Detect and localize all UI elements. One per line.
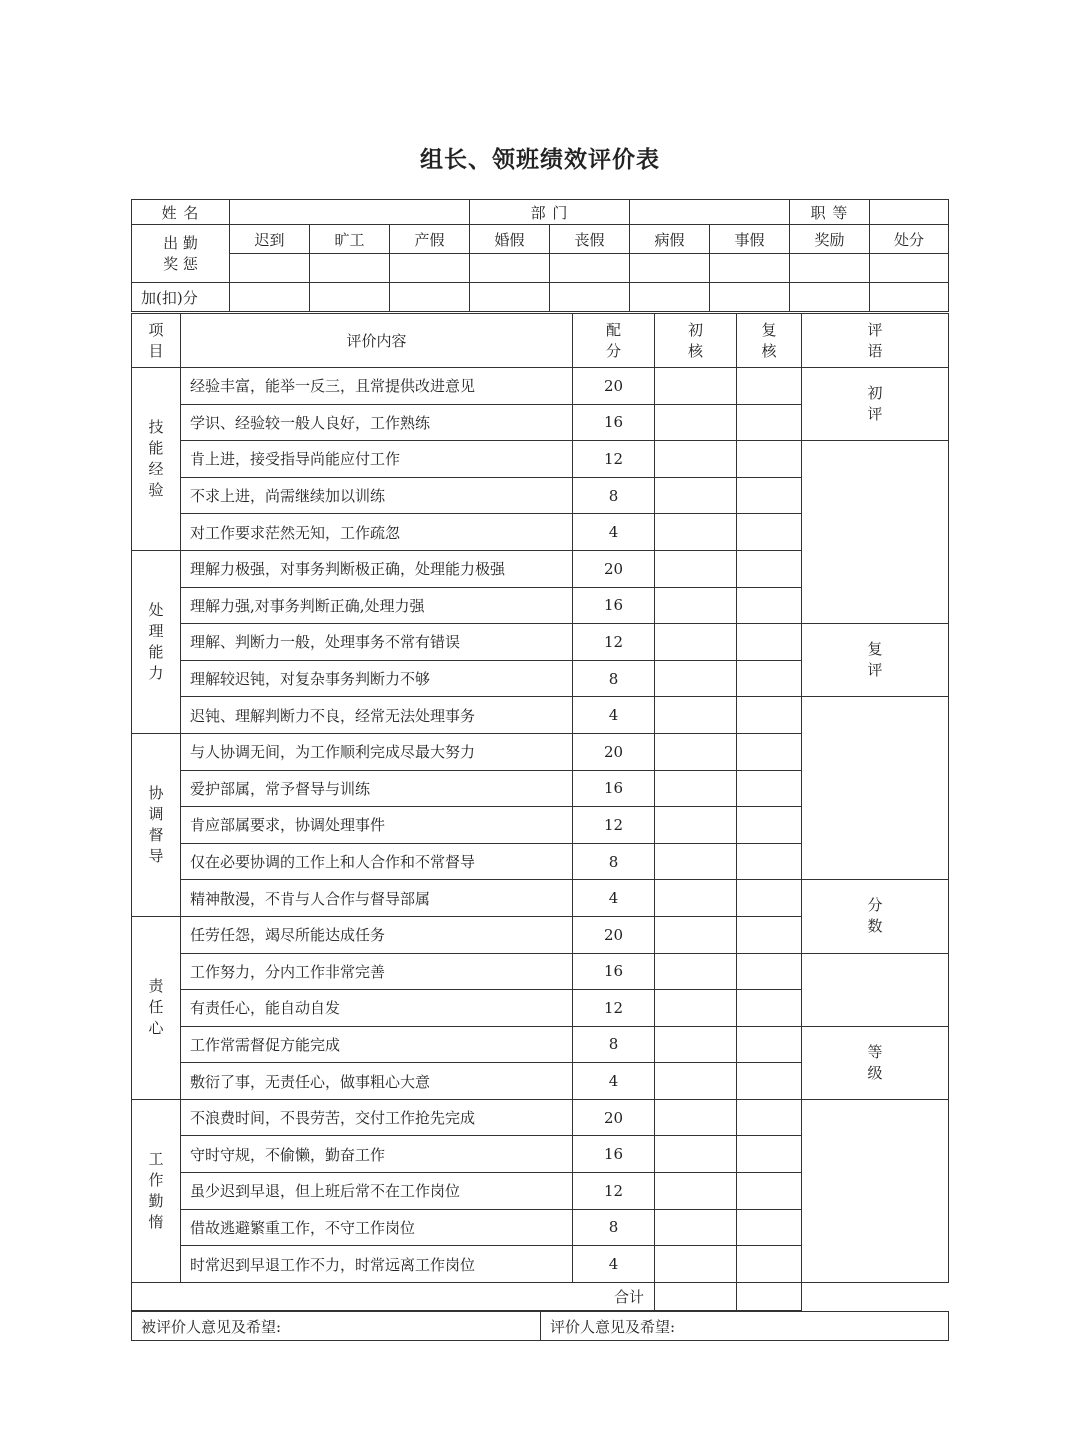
name-field[interactable] [230, 200, 470, 225]
attendance-cell[interactable] [870, 254, 949, 283]
criterion-score: 16 [573, 770, 655, 807]
attendance-cell[interactable] [230, 254, 310, 283]
criterion-text: 理解、判断力一般，处理事务不常有错误 [181, 624, 573, 661]
review-check-cell[interactable] [737, 1063, 802, 1100]
evaluator-opinion[interactable]: 评价人意见及希望: [541, 1312, 949, 1341]
col-sick: 病假 [630, 225, 710, 254]
eval-row [132, 1099, 949, 1136]
comment-field[interactable] [802, 953, 949, 1026]
col-penalty: 处分 [870, 225, 949, 254]
criterion-score: 12 [573, 441, 655, 478]
header-initial: 初 核 [655, 314, 737, 368]
initial-check-cell[interactable] [655, 770, 737, 807]
criterion-text: 精神散漫，不肯与人合作与督导部属 [181, 880, 573, 917]
initial-check-cell[interactable] [655, 843, 737, 880]
comment-field[interactable] [802, 1099, 949, 1282]
eval-row [132, 368, 949, 405]
total-row [132, 1282, 949, 1310]
review-check-cell[interactable] [737, 660, 802, 697]
comment-field[interactable] [802, 441, 949, 624]
rank-field[interactable] [870, 200, 949, 225]
criterion-text: 仅在必要协调的工作上和人合作和不常督导 [181, 843, 573, 880]
criterion-score: 20 [573, 916, 655, 953]
criterion-score: 16 [573, 1136, 655, 1173]
col-maternity: 产假 [390, 225, 470, 254]
points-cell[interactable] [230, 283, 310, 312]
attendance-cell[interactable] [710, 254, 790, 283]
criterion-text: 虽少迟到早退，但上班后常不在工作岗位 [181, 1173, 573, 1210]
total-review-cell[interactable] [737, 1282, 802, 1310]
footer-table [131, 1311, 949, 1341]
criterion-score: 8 [573, 1026, 655, 1063]
criterion-score: 16 [573, 587, 655, 624]
criterion-score: 16 [573, 953, 655, 990]
criterion-text: 肯应部属要求，协调处理事件 [181, 807, 573, 844]
review-check-cell[interactable] [737, 368, 802, 405]
criterion-text: 与人协调无间，为工作顺利完成尽最大努力 [181, 733, 573, 770]
initial-check-cell[interactable] [655, 368, 737, 405]
criterion-text: 理解较迟钝，对复杂事务判断力不够 [181, 660, 573, 697]
review-check-cell[interactable] [737, 770, 802, 807]
form-title: 组长、领班绩效评价表 [420, 147, 660, 173]
attendance-cell[interactable] [390, 254, 470, 283]
category-label: 责 任 心 [132, 916, 181, 1099]
initial-check-cell[interactable] [655, 990, 737, 1027]
col-late: 迟到 [230, 225, 310, 254]
initial-check-cell[interactable] [655, 733, 737, 770]
category-label: 处 理 能 力 [132, 550, 181, 733]
comment-label-score: 分 数 [802, 880, 949, 953]
criterion-score: 20 [573, 1099, 655, 1136]
attendance-cell[interactable] [310, 254, 390, 283]
criterion-text: 理解力强,对事务判断正确,处理力强 [181, 587, 573, 624]
initial-check-cell[interactable] [655, 514, 737, 551]
review-check-cell[interactable] [737, 624, 802, 661]
criterion-text: 任劳任怨，竭尽所能达成任务 [181, 916, 573, 953]
criterion-text: 不浪费时间，不畏劳苦，交付工作抢先完成 [181, 1099, 573, 1136]
criterion-score: 12 [573, 1173, 655, 1210]
review-check-cell[interactable] [737, 1136, 802, 1173]
initial-check-cell[interactable] [655, 1063, 737, 1100]
points-label: 加(扣)分 [132, 283, 230, 312]
criterion-text: 工作努力，分内工作非常完善 [181, 953, 573, 990]
initial-check-cell[interactable] [655, 880, 737, 917]
col-personal: 事假 [710, 225, 790, 254]
review-check-cell[interactable] [737, 953, 802, 990]
review-check-cell[interactable] [737, 441, 802, 478]
review-check-cell[interactable] [737, 697, 802, 734]
initial-check-cell[interactable] [655, 550, 737, 587]
initial-check-cell[interactable] [655, 587, 737, 624]
header-content: 评价内容 [181, 314, 573, 368]
col-reward: 奖励 [790, 225, 870, 254]
criterion-text: 守时守规，不偷懒，勤奋工作 [181, 1136, 573, 1173]
criterion-text: 迟钝、理解判断力不良，经常无法处理事务 [181, 697, 573, 734]
eval-row [132, 880, 949, 917]
category-label: 工 作 勤 惰 [132, 1099, 181, 1282]
criterion-text: 不求上进，尚需继续加以训练 [181, 477, 573, 514]
criterion-score: 12 [573, 990, 655, 1027]
initial-check-cell[interactable] [655, 1136, 737, 1173]
review-check-cell[interactable] [737, 514, 802, 551]
points-cell[interactable] [790, 283, 870, 312]
initial-check-cell[interactable] [655, 1173, 737, 1210]
criterion-text: 经验丰富，能举一反三，且常提供改进意见 [181, 368, 573, 405]
points-cell[interactable] [710, 283, 790, 312]
review-check-cell[interactable] [737, 1209, 802, 1246]
col-funeral: 丧假 [550, 225, 630, 254]
criterion-score: 16 [573, 404, 655, 441]
criterion-score: 20 [573, 550, 655, 587]
criterion-score: 8 [573, 843, 655, 880]
criterion-score: 8 [573, 1209, 655, 1246]
comment-field[interactable] [802, 697, 949, 880]
criterion-text: 爱护部属，常予督导与训练 [181, 770, 573, 807]
criterion-text: 有责任心，能自动自发 [181, 990, 573, 1027]
initial-check-cell[interactable] [655, 404, 737, 441]
evaluation-table [131, 313, 949, 1311]
initial-check-cell[interactable] [655, 697, 737, 734]
eval-row [132, 697, 949, 734]
eval-row [132, 624, 949, 661]
review-check-cell[interactable] [737, 404, 802, 441]
review-check-cell[interactable] [737, 1246, 802, 1283]
review-check-cell[interactable] [737, 587, 802, 624]
criterion-score: 8 [573, 477, 655, 514]
points-cell[interactable] [630, 283, 710, 312]
category-label: 技 能 经 验 [132, 368, 181, 551]
initial-check-cell[interactable] [655, 1209, 737, 1246]
header-review: 复 核 [737, 314, 802, 368]
points-cell[interactable] [390, 283, 470, 312]
review-check-cell[interactable] [737, 990, 802, 1027]
review-check-cell[interactable] [737, 1099, 802, 1136]
review-check-cell[interactable] [737, 733, 802, 770]
total-initial-cell[interactable] [655, 1282, 737, 1310]
review-check-cell[interactable] [737, 916, 802, 953]
criterion-text: 学识、经验较一般人良好，工作熟练 [181, 404, 573, 441]
comment-label-grade: 等 级 [802, 1026, 949, 1099]
attendance-cell[interactable] [790, 254, 870, 283]
eval-row [132, 441, 949, 478]
criterion-text: 工作常需督促方能完成 [181, 1026, 573, 1063]
attendance-cell[interactable] [550, 254, 630, 283]
criterion-score: 4 [573, 697, 655, 734]
criterion-score: 20 [573, 733, 655, 770]
dept-field[interactable] [630, 200, 790, 225]
criterion-score: 4 [573, 1063, 655, 1100]
review-check-cell[interactable] [737, 550, 802, 587]
initial-check-cell[interactable] [655, 441, 737, 478]
review-check-cell[interactable] [737, 1173, 802, 1210]
criterion-text: 对工作要求茫然无知，工作疏忽 [181, 514, 573, 551]
name-label: 姓 名 [132, 200, 230, 225]
points-cell[interactable] [470, 283, 550, 312]
initial-check-cell[interactable] [655, 1246, 737, 1283]
eval-row [132, 953, 949, 990]
criterion-text: 时常迟到早退工作不力，时常远离工作岗位 [181, 1246, 573, 1283]
initial-check-cell[interactable] [655, 1099, 737, 1136]
criterion-text: 肯上进，接受指导尚能应付工作 [181, 441, 573, 478]
criterion-score: 4 [573, 880, 655, 917]
criterion-score: 12 [573, 807, 655, 844]
initial-check-cell[interactable] [655, 807, 737, 844]
attendance-cell[interactable] [470, 254, 550, 283]
criterion-score: 20 [573, 368, 655, 405]
initial-check-cell[interactable] [655, 916, 737, 953]
review-check-cell[interactable] [737, 807, 802, 844]
evaluatee-opinion[interactable]: 被评价人意见及希望: [132, 1312, 541, 1341]
initial-check-cell[interactable] [655, 624, 737, 661]
attendance-cell[interactable] [630, 254, 710, 283]
review-check-cell[interactable] [737, 880, 802, 917]
initial-check-cell[interactable] [655, 953, 737, 990]
comment-label-initial: 初 评 [802, 368, 949, 441]
criterion-score: 12 [573, 624, 655, 661]
dept-label: 部 门 [470, 200, 630, 225]
comment-label-review: 复 评 [802, 624, 949, 697]
initial-check-cell[interactable] [655, 1026, 737, 1063]
initial-check-cell[interactable] [655, 477, 737, 514]
criterion-score: 8 [573, 660, 655, 697]
points-cell[interactable] [310, 283, 390, 312]
total-label: 合计 [132, 1282, 655, 1310]
criterion-score: 4 [573, 514, 655, 551]
criterion-text: 敷衍了事，无责任心，做事粗心大意 [181, 1063, 573, 1100]
rank-label: 职 等 [790, 200, 870, 225]
points-cell[interactable] [870, 283, 949, 312]
points-cell[interactable] [550, 283, 630, 312]
review-check-cell[interactable] [737, 477, 802, 514]
eval-row [132, 1026, 949, 1063]
col-absent: 旷工 [310, 225, 390, 254]
criterion-text: 借故逃避繁重工作，不守工作岗位 [181, 1209, 573, 1246]
col-marriage: 婚假 [470, 225, 550, 254]
header-comment: 评 语 [802, 314, 949, 368]
review-check-cell[interactable] [737, 843, 802, 880]
criterion-text: 理解力极强，对事务判断极正确，处理能力极强 [181, 550, 573, 587]
attendance-label: 出 勤 奖 惩 [132, 225, 230, 283]
header-item: 项 目 [132, 314, 181, 368]
review-check-cell[interactable] [737, 1026, 802, 1063]
header-score: 配 分 [573, 314, 655, 368]
category-label: 协 调 督 导 [132, 733, 181, 916]
criterion-score: 4 [573, 1246, 655, 1283]
initial-check-cell[interactable] [655, 660, 737, 697]
info-attendance-table [131, 199, 949, 312]
